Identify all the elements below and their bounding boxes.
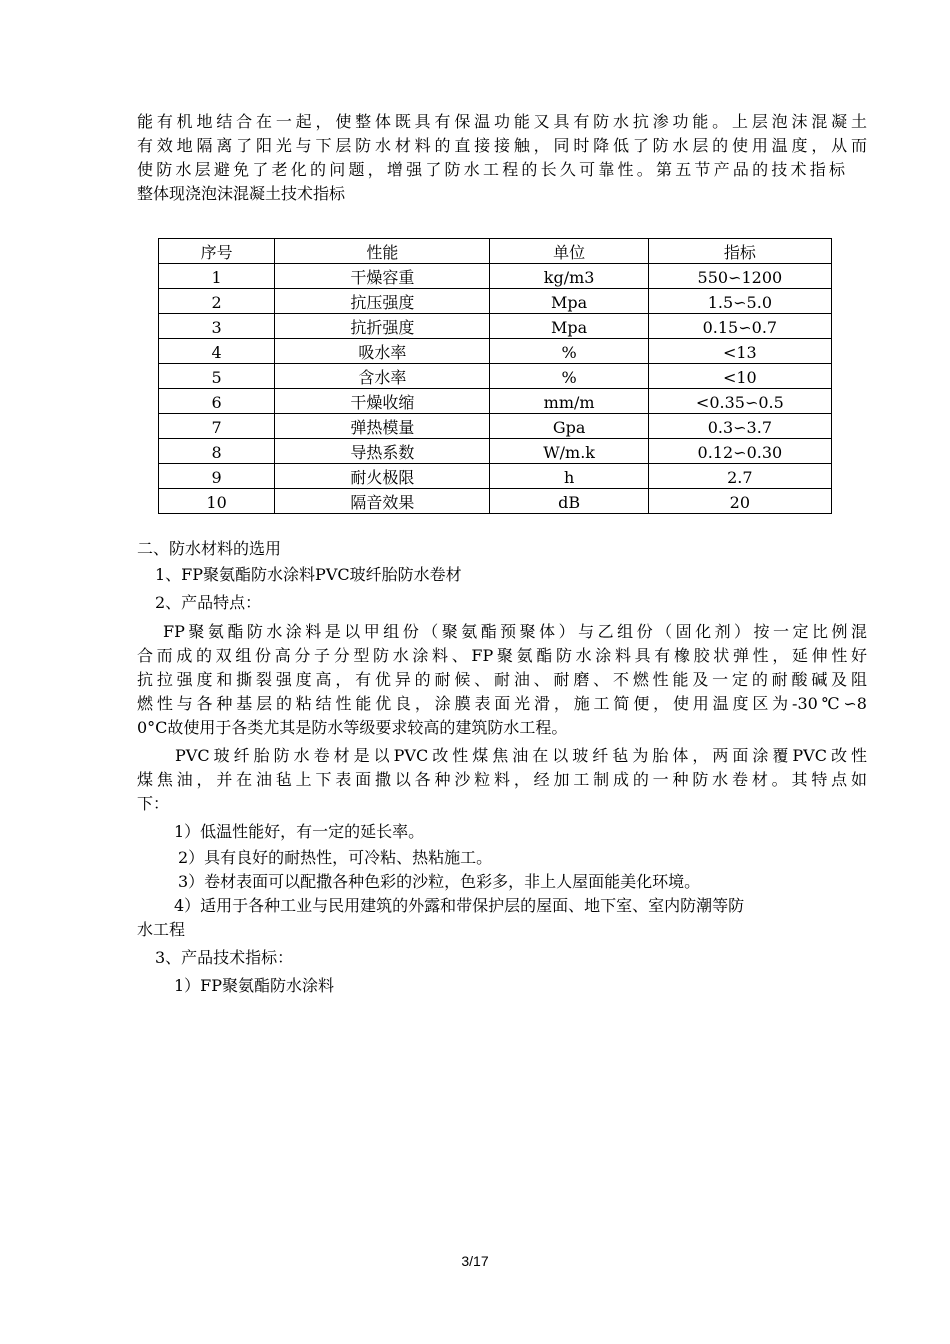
table-cell: 2.7 <box>648 464 831 489</box>
table-cell: 5 <box>159 364 275 389</box>
table-cell: kg/m3 <box>490 264 648 289</box>
table-cell: Mpa <box>490 314 648 339</box>
table-row <box>159 264 832 289</box>
list-item: 3、产品技术指标： <box>155 948 294 967</box>
feature-item: 3）卷材表面可以配撒各种色彩的沙粒，色彩多，非上人屋面能美化环境。 <box>178 872 701 891</box>
table-row <box>159 489 832 514</box>
table-cell: 20 <box>648 489 831 514</box>
table-cell: 0.3∽3.7 <box>648 414 831 439</box>
fp-line: 合而成的双组份高分子分型防水涂料、FP聚氨酯防水涂料具有橡胶状弹性，延伸性好 <box>137 646 867 665</box>
table-row <box>159 439 832 464</box>
table-cell: 耐火极限 <box>275 464 490 489</box>
table-cell: dB <box>490 489 648 514</box>
table-cell: 0.15∽0.7 <box>648 314 831 339</box>
pvc-line: 煤焦油，并在油毡上下表面撒以各种沙粒料，经加工制成的一种防水卷材。其特点如 <box>137 770 867 789</box>
table-cell: 0.12∽0.30 <box>648 439 831 464</box>
table-title: 整体现浇泡沫混凝土技术指标 <box>137 184 346 203</box>
table-cell: 9 <box>159 464 275 489</box>
table-cell: 7 <box>159 414 275 439</box>
fp-line: 0°C故使用于各类尤其是防水等级要求较高的建筑防水工程。 <box>137 718 568 737</box>
feature-item: 1）低温性能好，有一定的延长率。 <box>174 822 425 841</box>
table-cell: mm/m <box>490 389 648 414</box>
table-cell: 1 <box>159 264 275 289</box>
table-cell: 1.5∽5.0 <box>648 289 831 314</box>
table-cell: 550∽1200 <box>648 264 831 289</box>
table-row <box>159 464 832 489</box>
table-cell: 抗压强度 <box>275 289 490 314</box>
fp-line: 抗拉强度和撕裂强度高，有优异的耐候、耐油、耐磨、不燃性能及一定的耐酸碱及阻 <box>137 670 867 689</box>
fp-paragraph <box>137 620 867 740</box>
fp-line: 燃性与各种基层的粘结性能优良，涂膜表面光滑，施工简便，使用温度区为-30℃∽8 <box>137 694 867 713</box>
table-cell: % <box>490 364 648 389</box>
header-cell: 序号 <box>159 239 275 264</box>
sub-item: 1）FP聚氨酯防水涂料 <box>174 976 335 995</box>
table-cell: 干燥收缩 <box>275 389 490 414</box>
table-row <box>159 414 832 439</box>
table-cell: W/m.k <box>490 439 648 464</box>
table-row <box>159 389 832 414</box>
table-cell: 隔音效果 <box>275 489 490 514</box>
list-item: 2、产品特点： <box>155 593 262 612</box>
feature-item: 4）适用于各种工业与民用建筑的外露和带保护层的屋面、地下室、室内防潮等防 <box>174 896 745 915</box>
table-cell: 6 <box>159 389 275 414</box>
table-cell: 吸水率 <box>275 339 490 364</box>
header-cell: 性能 <box>275 239 490 264</box>
table-cell: % <box>490 339 648 364</box>
table-cell: 4 <box>159 339 275 364</box>
pvc-paragraph <box>137 744 867 816</box>
table-cell: 3 <box>159 314 275 339</box>
fp-line: FP聚氨酯防水涂料是以甲组份（聚氨酯预聚体）与乙组份（固化剂）按一定比例混 <box>163 622 867 641</box>
table-cell: <13 <box>648 339 831 364</box>
intro-line: 有效地隔离了阳光与下层防水材料的直接接触，同时降低了防水层的使用温度，从而 <box>137 136 867 155</box>
table-cell: 10 <box>159 489 275 514</box>
intro-line: 使防水层避免了老化的问题，增强了防水工程的长久可靠性。第五节产品的技术指标 <box>137 160 845 179</box>
header-cell: 指标 <box>648 239 831 264</box>
feature-item-tail: 水工程 <box>137 920 186 939</box>
table-header-row <box>159 239 832 264</box>
table-cell: h <box>490 464 648 489</box>
table-cell: 弹热模量 <box>275 414 490 439</box>
page-number: 3/17 <box>461 1253 489 1269</box>
pvc-line: 下： <box>137 794 170 813</box>
table-cell: 8 <box>159 439 275 464</box>
table-cell: 导热系数 <box>275 439 490 464</box>
feature-item: 2）具有良好的耐热性，可冷粘、热粘施工。 <box>178 848 493 867</box>
table-cell: <0.35∽0.5 <box>648 389 831 414</box>
intro-line: 能有机地结合在一起，使整体既具有保温功能又具有防水抗渗功能。上层泡沫混凝土 <box>137 112 867 131</box>
table-cell: 含水率 <box>275 364 490 389</box>
pvc-line: PVC玻纤胎防水卷材是以PVC改性煤焦油在以玻纤毡为胎体，两面涂覆PVC改性 <box>175 746 867 765</box>
list-item: 1、FP聚氨酯防水涂料PVC玻纤胎防水卷材 <box>155 565 462 584</box>
table-row <box>159 339 832 364</box>
table-cell: Gpa <box>490 414 648 439</box>
table-cell: Mpa <box>490 289 648 314</box>
table-row <box>159 289 832 314</box>
intro-paragraph <box>137 110 867 206</box>
header-cell: 单位 <box>490 239 648 264</box>
table-cell: 2 <box>159 289 275 314</box>
section-heading: 二、防水材料的选用 <box>137 539 282 558</box>
table-cell: 抗折强度 <box>275 314 490 339</box>
spec-table <box>158 238 832 514</box>
table-cell: 干燥容重 <box>275 264 490 289</box>
table-cell: <10 <box>648 364 831 389</box>
table-row <box>159 314 832 339</box>
table-row <box>159 364 832 389</box>
